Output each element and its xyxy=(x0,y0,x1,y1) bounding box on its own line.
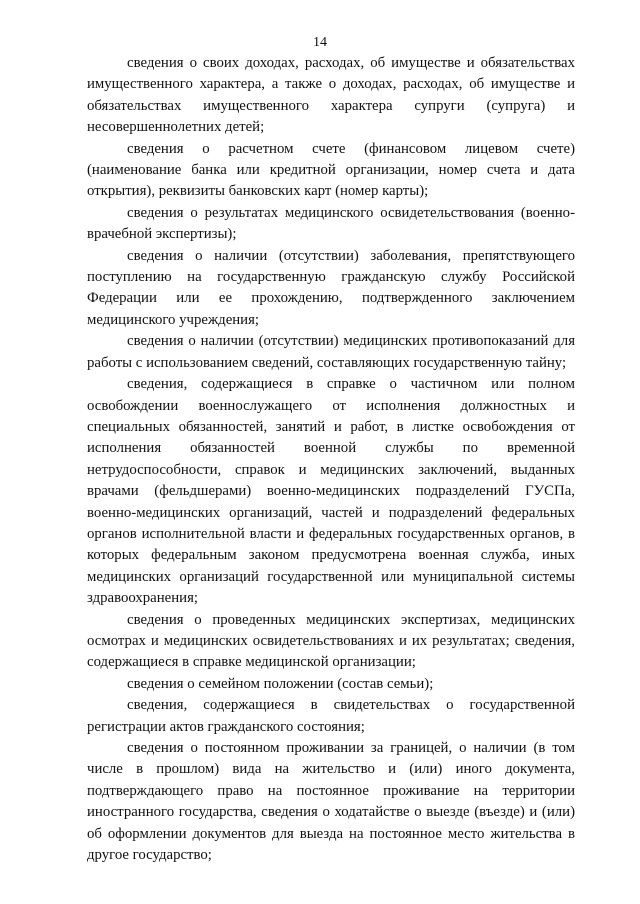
document-body xyxy=(87,53,575,866)
paragraph-medical-expertise: сведения о проведенных медицинских экспертизах, медицинских осмотрах и медицинских освидетельствованиях и их результатах; сведения, содержащиеся в справке медицинской организации; xyxy=(87,611,575,671)
paragraph-residence-abroad: сведения о постоянном проживании за границей, о наличии (в том числе в прошлом) вида на жительство и (или) иного документа, подтверждающего право на постоянное проживание на территории иностранного государства, сведения о ходатайстве о выезде (въезде) и (или) об оформлении документов для выезда на постоянное место жительства в другое государство; xyxy=(87,740,575,864)
paragraph-civil-registration: сведения, содержащиеся в свидетельствах о государственной регистрации актов гражданского состояния; xyxy=(87,697,575,735)
paragraph-medical-examination: сведения о результатах медицинского освидетельствования (военно-врачебной экспертизы); xyxy=(87,204,575,243)
paragraph-income-property: сведения о своих доходах, расходах, об имуществе и обязательствах имущественного характера, а также о доходах, расходах, об имуществе и обязательствах имущественного характера супруги (супруга) и несовершеннолетних детей; xyxy=(87,55,575,136)
paragraph-release-certificate: сведения, содержащиеся в справке о частичном или полном освобождении военнослужащего от исполнения должностных и специальных обязанностей, занятий и работ, в листке освобождения от исполнения обязанностей военной службы по временной нетрудоспособности, справок и медицинских заключений, выданных врачами (фельдшерами) военно-медицинских подразделений ГУСПа, военно-медицинских организаций, частей и подразделений федеральных органов исполнительной власти и федеральных государственных органов, в которых федеральным законом предусмотрена военная служба, иных медицинских организаций государственной или муниципальной системы здравоохранения; xyxy=(87,376,575,607)
paragraph-contraindications: сведения о наличии (отсутствии) медицинских противопоказаний для работы с использованием сведений, составляющих государственную тайну; xyxy=(87,333,575,371)
paragraph-disease: сведения о наличии (отсутствии) заболевания, препятствующего поступлению на государственную гражданскую службу Российской Федерации или ее прохождению, подтвержденного заключением медицинского учреждения; xyxy=(87,247,575,328)
page-number: 14 xyxy=(313,35,327,50)
paragraph-marital-status: сведения о семейном положении (состав семьи); xyxy=(127,675,434,692)
paragraph-bank-account: сведения о расчетном счете (финансовом лицевом счете) (наименование банка или кредитной организации, номер счета и дата открытия), реквизиты банковских карт (номер карты); xyxy=(87,140,575,200)
